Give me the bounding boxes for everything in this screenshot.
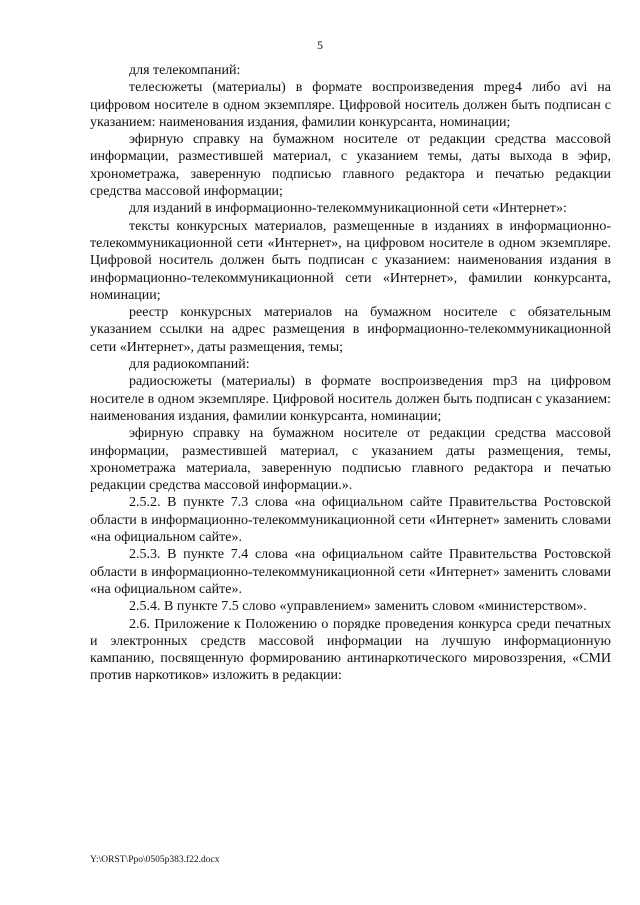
paragraph-radio-heading: для радиокомпаний: — [129, 357, 250, 373]
paragraph-internet-registry: реестр конкурсных материалов на бумажном носителе с обязательным указанием ссылки на адрес размещения в информационно-телекоммуникационной сети «Интернет», даты размещения, темы; — [90, 305, 611, 355]
paragraph-internet-texts: тексты конкурсных материалов, размещенные в изданиях в информационно-телекоммуникационной сети «Интернет», на цифровом носителе в одном экземпляре. Цифровой носитель должен быть подписан с указанием: наименования издания в информационно-телекоммуникационной сети «Интернет», фамилии конкурсанта, номинации; — [90, 218, 611, 303]
body-text — [90, 62, 611, 685]
paragraph-radio-certificate: эфирную справку на бумажном носителе от редакции средства массовой информации, разместившей материал, с указанием даты размещения, темы, хронометража материала, заверенную подписью главного редактора и печатью редакции средства массовой информации.». — [90, 426, 611, 494]
paragraph-internet-heading: для изданий в информационно-телекоммуникационной сети «Интернет»: — [129, 201, 567, 217]
paragraph-2-5-3: 2.5.3. В пункте 7.4 слова «на официальном сайте Правительства Ростовской области в информационно-телекоммуникационной сети «Интернет» заменить словами «на официальном сайте». — [90, 547, 611, 597]
paragraph-tv-certificate: эфирную справку на бумажном носителе от редакции средства массовой информации, разместившей материал, с указанием темы, даты выхода в эфир, хронометража, заверенную подписью главного редактора и печатью редакции средства массовой информации; — [90, 132, 611, 200]
paragraph-2-5-2: 2.5.2. В пункте 7.3 слова «на официальном сайте Правительства Ростовской области в информационно-телекоммуникационной сети «Интернет» заменить словами «на официальном сайте». — [90, 495, 611, 546]
paragraph-tv-materials: телесюжеты (материалы) в формате воспроизведения mpeg4 либо avi на цифровом носителе в одном экземпляре. Цифровой носитель должен быть подписан с указанием: наименования издания, фамилии конкурсанта, номинации; — [90, 80, 611, 130]
paragraph-tv-heading: для телекомпаний: — [129, 63, 241, 78]
page-number: 5 — [317, 38, 323, 52]
paragraph-2-5-4: 2.5.4. В пункте 7.5 слово «управлением» заменить словом «министерством». — [129, 599, 587, 615]
paragraph-2-6: 2.6. Приложение к Положению о порядке проведения конкурса среди печатных и электронных средств массовой информации на лучшую информационную кампанию, посвященную формированию антинаркотического мировоззрения, «СМИ против наркотиков» изложить в редакции: — [90, 616, 611, 684]
paragraph-radio-materials: радиосюжеты (материалы) в формате воспроизведения mp3 на цифровом носителе в одном экземпляре. Цифровой носитель должен быть подписан с указанием: наименования издания, фамилии конкурсанта, номинации; — [90, 374, 611, 424]
footer-file-path: Y:\ORST\Ppo\0505p383.f22.docx — [90, 855, 220, 865]
